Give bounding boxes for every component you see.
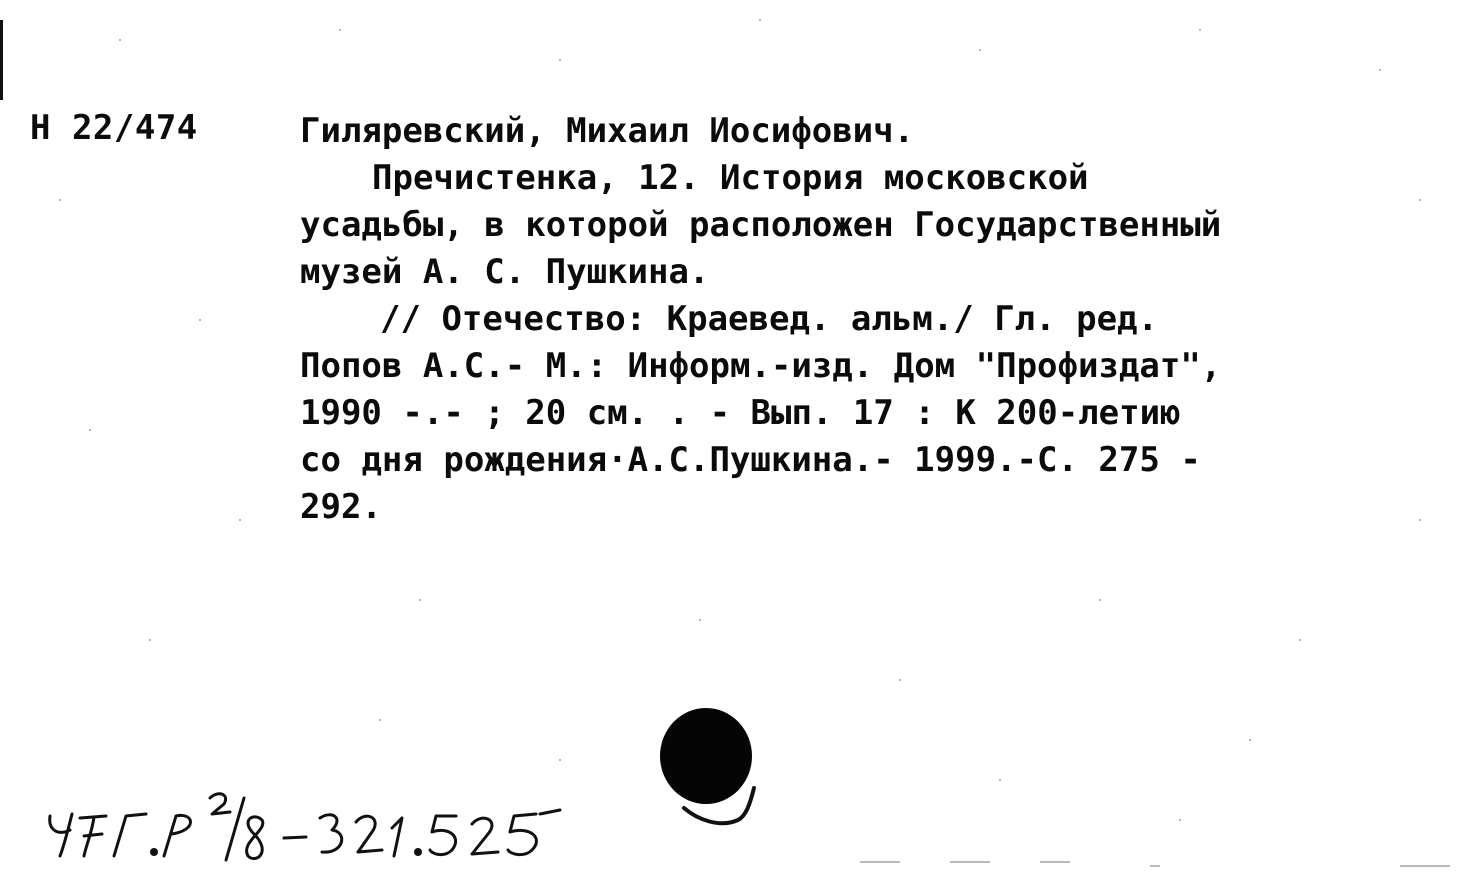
word: 200-летию: [996, 393, 1181, 433]
source-line-5: 292.: [300, 487, 382, 527]
word: Гл.: [994, 299, 1056, 339]
word: Дом: [893, 346, 956, 386]
author-heading: Гиляревский, Михаил Иосифович.: [300, 111, 915, 151]
word: "Профиздат",: [975, 346, 1222, 386]
word: рождения·А.С.Пушкина.-: [443, 440, 894, 480]
word: А.С.-: [422, 346, 526, 386]
word: Вып.: [750, 393, 833, 433]
word: в: [484, 205, 505, 245]
word: Краевед.: [666, 299, 831, 339]
word: -: [709, 393, 731, 433]
word: К: [955, 393, 976, 433]
word: //: [380, 299, 421, 339]
word: Попов: [300, 346, 403, 386]
handwritten-code-text: ЧТГ.Р 2/8-321.525: [40, 790, 51, 791]
word: 20: [525, 393, 567, 433]
word: 17: [852, 393, 894, 433]
word: дня: [361, 440, 423, 480]
word: Информ.-изд.: [627, 346, 874, 386]
word: усадьбы,: [300, 205, 464, 245]
word: 1990: [300, 393, 382, 433]
word: см.: [586, 393, 649, 433]
title-line-3: музей А. С. Пушкина.: [300, 252, 710, 292]
word: -.-: [402, 393, 464, 433]
word: расположен: [689, 205, 894, 245]
word: Отечество:: [441, 299, 647, 339]
word: московской: [883, 158, 1089, 198]
word: ред.: [1076, 299, 1158, 339]
word: История: [720, 158, 864, 198]
word: :: [914, 393, 935, 433]
word: Пречистенка,: [372, 158, 618, 198]
word: Государственный: [914, 205, 1222, 245]
word: 1999.-С.: [914, 440, 1078, 480]
word: -: [1180, 440, 1201, 480]
word: со: [300, 440, 341, 480]
shelf-mark: Н 22/474: [30, 108, 198, 148]
word: альм./: [850, 299, 974, 339]
word: М.:: [545, 346, 608, 386]
word: ;: [484, 393, 505, 433]
word: 275: [1098, 440, 1160, 480]
word: .: [668, 393, 690, 433]
word: 12.: [638, 158, 700, 198]
word: которой: [525, 205, 669, 245]
